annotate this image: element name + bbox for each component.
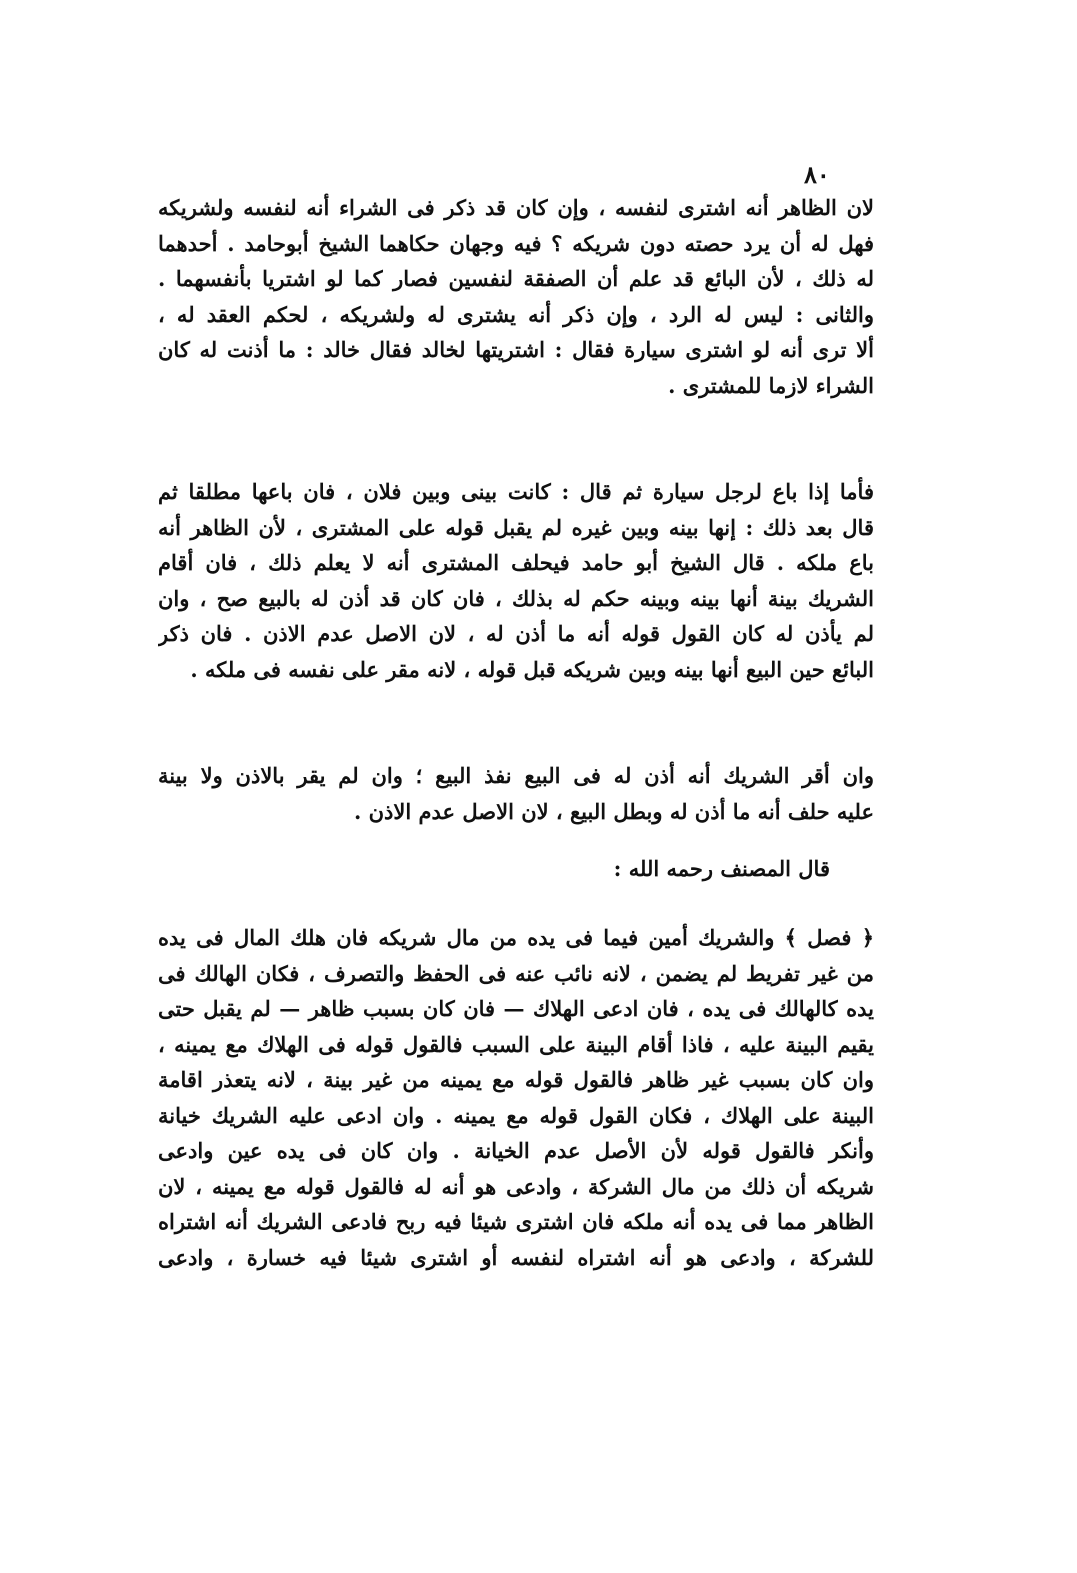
text-line: الشريك بينة أنها بينه وبينه حكم له بذلك ، فان كان قد أذن له بالبيع صح ، وان (158, 585, 874, 611)
text-line: لان الظاهر أنه اشترى لنفسه ، وإن كان قد ذكر فى الشراء أنه لنفسه ولشريكه (158, 195, 874, 220)
text-line: لم يأذن له كان القول قوله أنه ما أذن له ، لان الاصل عدم الاذن . فان ذكر (158, 621, 874, 646)
text-line: شريكه أن ذلك من مال الشركة ، وادعى هو أنه له فالقول قوله مع يمينه ، لان (158, 1173, 874, 1199)
text-line: وأنكر فالقول قوله لأن الأصل عدم الخيانة . وان كان فى يده عين وادعى (158, 1138, 874, 1163)
text-line: ﴿ فصل ﴾ والشريك أمين فيما فى يده من مال شريكه فان هلك المال فى يده (158, 925, 874, 950)
text-line: للشركة ، وادعى هو أنه اشتراه لنفسه أو اشترى شيئا فيه خسارة ، وادعى (158, 1244, 874, 1270)
text-line: له ذلك ، لأن البائع قد علم أن الصفقة لنفسين فصار كما لو اشتريا بأنفسهما . (158, 266, 874, 291)
text-line: يقيم البينة عليه ، فاذا أقام البينة على السبب فالقول قوله فى الهلاك مع يمينه ، (158, 1031, 874, 1057)
text-line: وان أقر الشريك أنه أذن له فى البيع نفذ البيع ؛ وان لم يقر بالاذن ولا بينة (158, 763, 874, 788)
paragraph-2 (158, 474, 874, 687)
paragraph-4 (158, 920, 874, 1275)
text-line: باع ملكه . قال الشيخ أبو حامد فيحلف المشترى أنه لا يعلم ذلك ، فان أقام (158, 550, 874, 575)
text-line: البينة على الهلاك ، فكان القول قوله مع يمينه . وان ادعى عليه الشريك خيانة (158, 1102, 874, 1128)
text-line: عليه حلف أنه ما أذن له وبطل البيع ، لان الاصل عدم الاذن . (353, 798, 874, 824)
text-line: الظاهر مما فى يده أنه ملكه فان اشترى شيئا فيه ربح فادعى الشريك أنه اشتراه (158, 1209, 874, 1234)
section-heading: قال المصنف رحمه الله : (613, 856, 830, 881)
text-line: البائع حين البيع أنها بينه وبين شريكه قبل قوله ، لانه مقر على نفسه فى ملكه . (190, 656, 874, 682)
text-line: وان كان بسبب غير ظاهر فالقول قوله مع يمينه من غير بينة ، لانه يتعذر اقامة (158, 1067, 874, 1092)
page-number: ٨٠ (804, 160, 830, 189)
text-line: ألا ترى أنه لو اشترى سيارة فقال : اشتريتها لخالد فقال خالد : ما أذنت له كان (158, 337, 874, 362)
text-line: يده كالهالك فى يده ، فان ادعى الهلاك — فان كان بسبب ظاهر — لم يقبل حتى (158, 996, 874, 1021)
text-line: والثانى : ليس له الرد ، وإن ذكر أنه يشترى له ولشريكه ، لحكم العقد له ، (158, 301, 874, 327)
paragraph-1 (158, 190, 874, 403)
text-line: قال بعد ذلك : إنها بينه وبين غيره لم يقبل قوله على المشترى ، لأن الظاهر أنه (158, 514, 874, 540)
paragraph-3 (158, 758, 874, 829)
text-line: من غير تفريط لم يضمن ، لانه نائب عنه فى الحفظ والتصرف ، فكان الهالك فى (158, 960, 874, 986)
text-line: الشراء لازما للمشترى . (668, 372, 874, 398)
text-line: فأما إذا باع لرجل سيارة ثم قال : كانت بينى وبين فلان ، فان باعها مطلقا ثم (158, 479, 874, 504)
text-line: فهل له أن يرد حصته دون شريكه ؟ فيه وجهان حكاهما الشيخ أبوحامد . أحدهما (158, 230, 874, 256)
